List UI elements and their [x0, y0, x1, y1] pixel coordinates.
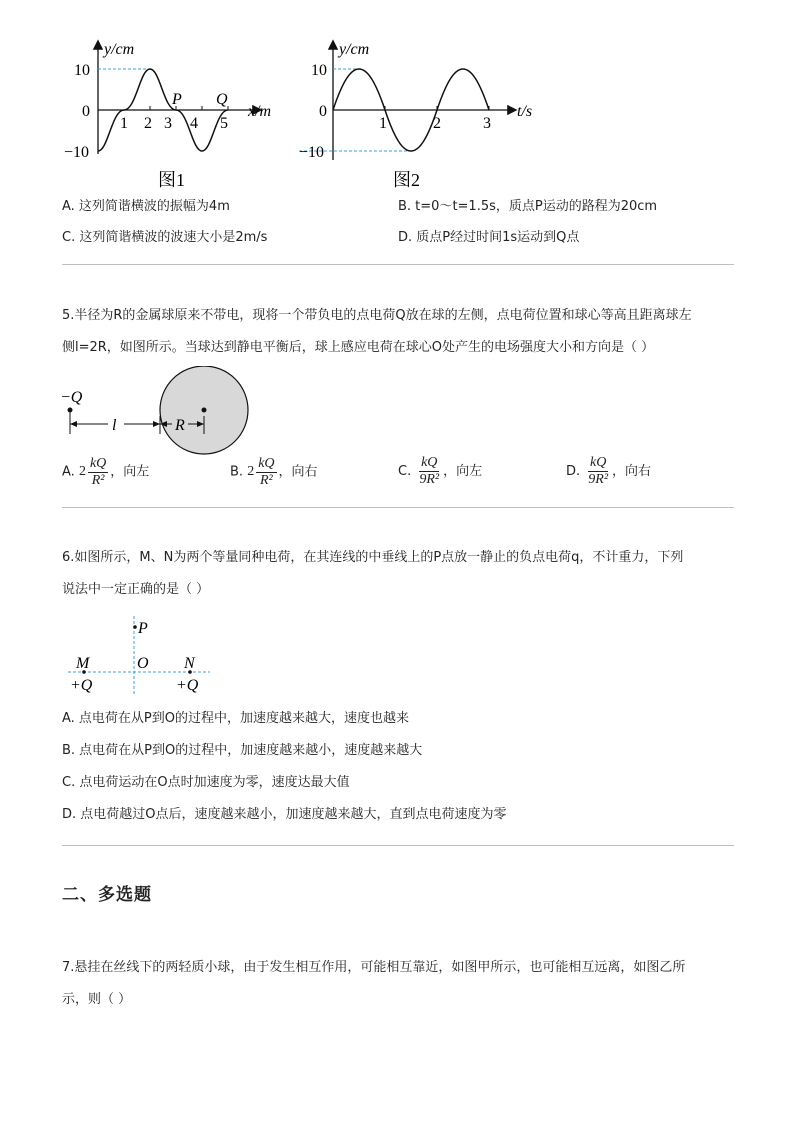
q6-stem-line2: 说法中一定正确的是（ ） — [62, 582, 210, 597]
svg-text:−10: −10 — [299, 144, 325, 161]
svg-text:3: 3 — [164, 115, 172, 132]
xlabel: t/s — [517, 103, 533, 120]
q6-option-c[interactable]: C. 点电荷运动在O点时加速度为零，速度达最大值 — [62, 775, 350, 790]
q5-option-c[interactable]: C. $\frac{kQ}{\text{9R²}}$ ，向左 — [398, 455, 483, 487]
q6-option-a[interactable]: A. 点电荷在从P到O的过程中，加速度越来越大，速度也越来 — [62, 711, 410, 726]
l-label: l — [112, 417, 117, 434]
svg-text:+Q: +Q — [176, 677, 199, 694]
svg-text:10: 10 — [74, 62, 90, 79]
q5-figure — [58, 366, 258, 458]
q7-stem-line1: 7.悬挂在丝线下的两轻质小球，由于发生相互作用，可能相互靠近，如图甲所示，也可能相互远离，如图乙所 — [62, 960, 686, 975]
q7-stem-line2: 示，则（ ） — [62, 992, 132, 1007]
q4-option-d[interactable]: D. 质点P经过时间1s运动到Q点 — [398, 230, 580, 245]
q6-option-d[interactable]: D. 点电荷越过O点后，速度越来越小，加速度越来越大，直到点电荷速度为零 — [62, 807, 507, 822]
ylabel: y/cm — [104, 41, 135, 58]
q6-option-b[interactable]: B. 点电荷在从P到O的过程中，加速度越来越小，速度越来越大 — [62, 743, 423, 758]
divider — [62, 507, 734, 508]
svg-text:N: N — [184, 655, 195, 672]
point-q-label: Q — [216, 91, 228, 108]
svg-text:3: 3 — [483, 115, 491, 132]
q5-stem-line2: 侧l=2R，如图所示。当球达到静电平衡后，球上感应电荷在球心O处产生的电场强度大小和方向是（ ） — [62, 340, 655, 355]
q4-option-c[interactable]: C. 这列简谐横波的波速大小是2m/s — [62, 230, 268, 245]
q5-option-a[interactable]: A. 2 $\frac{kQ}{\text{R²}}$ ，向左 — [62, 455, 150, 488]
svg-text:P: P — [138, 620, 148, 637]
svg-text:1: 1 — [120, 115, 128, 132]
svg-text:2: 2 — [433, 115, 441, 132]
caption-fig2: 图2 — [393, 170, 420, 190]
vibration-graph-fig2 — [295, 36, 545, 196]
svg-text:O: O — [137, 655, 149, 672]
charge-label: −Q — [60, 389, 83, 406]
divider — [62, 264, 734, 265]
svg-text:M: M — [76, 655, 90, 672]
q4-option-a[interactable]: A. 这列简谐横波的振幅为4m — [62, 199, 230, 214]
r-label: R — [175, 417, 185, 434]
svg-text:0: 0 — [319, 103, 327, 120]
svg-text:+Q: +Q — [70, 677, 93, 694]
svg-text:5: 5 — [220, 115, 228, 132]
q6-stem-line1: 6.如图所示，M、N为两个等量同种电荷，在其连线的中垂线上的P点放一静止的负点电荷q，不计重力，下列 — [62, 550, 684, 565]
sphere-center — [202, 408, 207, 413]
q5-option-b[interactable]: B. 2 $\frac{kQ}{\text{R²}}$ ，向右 — [230, 455, 318, 488]
point-p-label: P — [172, 91, 182, 108]
wave-graph-fig1 — [60, 36, 300, 196]
q4-option-b[interactable]: B. t=0～t=1.5s，质点P运动的路程为20cm — [398, 199, 658, 214]
svg-text:1: 1 — [379, 115, 387, 132]
caption-fig1: 图1 — [158, 170, 185, 190]
ylabel: y/cm — [339, 41, 370, 58]
q6-figure — [64, 612, 224, 698]
svg-text:2: 2 — [144, 115, 152, 132]
svg-text:−10: −10 — [64, 144, 90, 161]
svg-text:10: 10 — [311, 62, 327, 79]
svg-text:4: 4 — [190, 115, 198, 132]
point-p — [133, 625, 137, 629]
point-charge — [68, 408, 73, 413]
xlabel: x/m — [248, 103, 272, 120]
svg-text:0: 0 — [82, 103, 90, 120]
section-title: 二、多选题 — [62, 885, 152, 905]
q5-option-d[interactable]: D. $\frac{kQ}{\text{9R²}}$ ，向右 — [566, 455, 652, 487]
divider — [62, 845, 734, 846]
q5-stem-line1: 5.半径为R的金属球原来不带电，现将一个带负电的点电荷Q放在球的左侧，点电荷位置和球心等高且距离球左 — [62, 308, 692, 323]
